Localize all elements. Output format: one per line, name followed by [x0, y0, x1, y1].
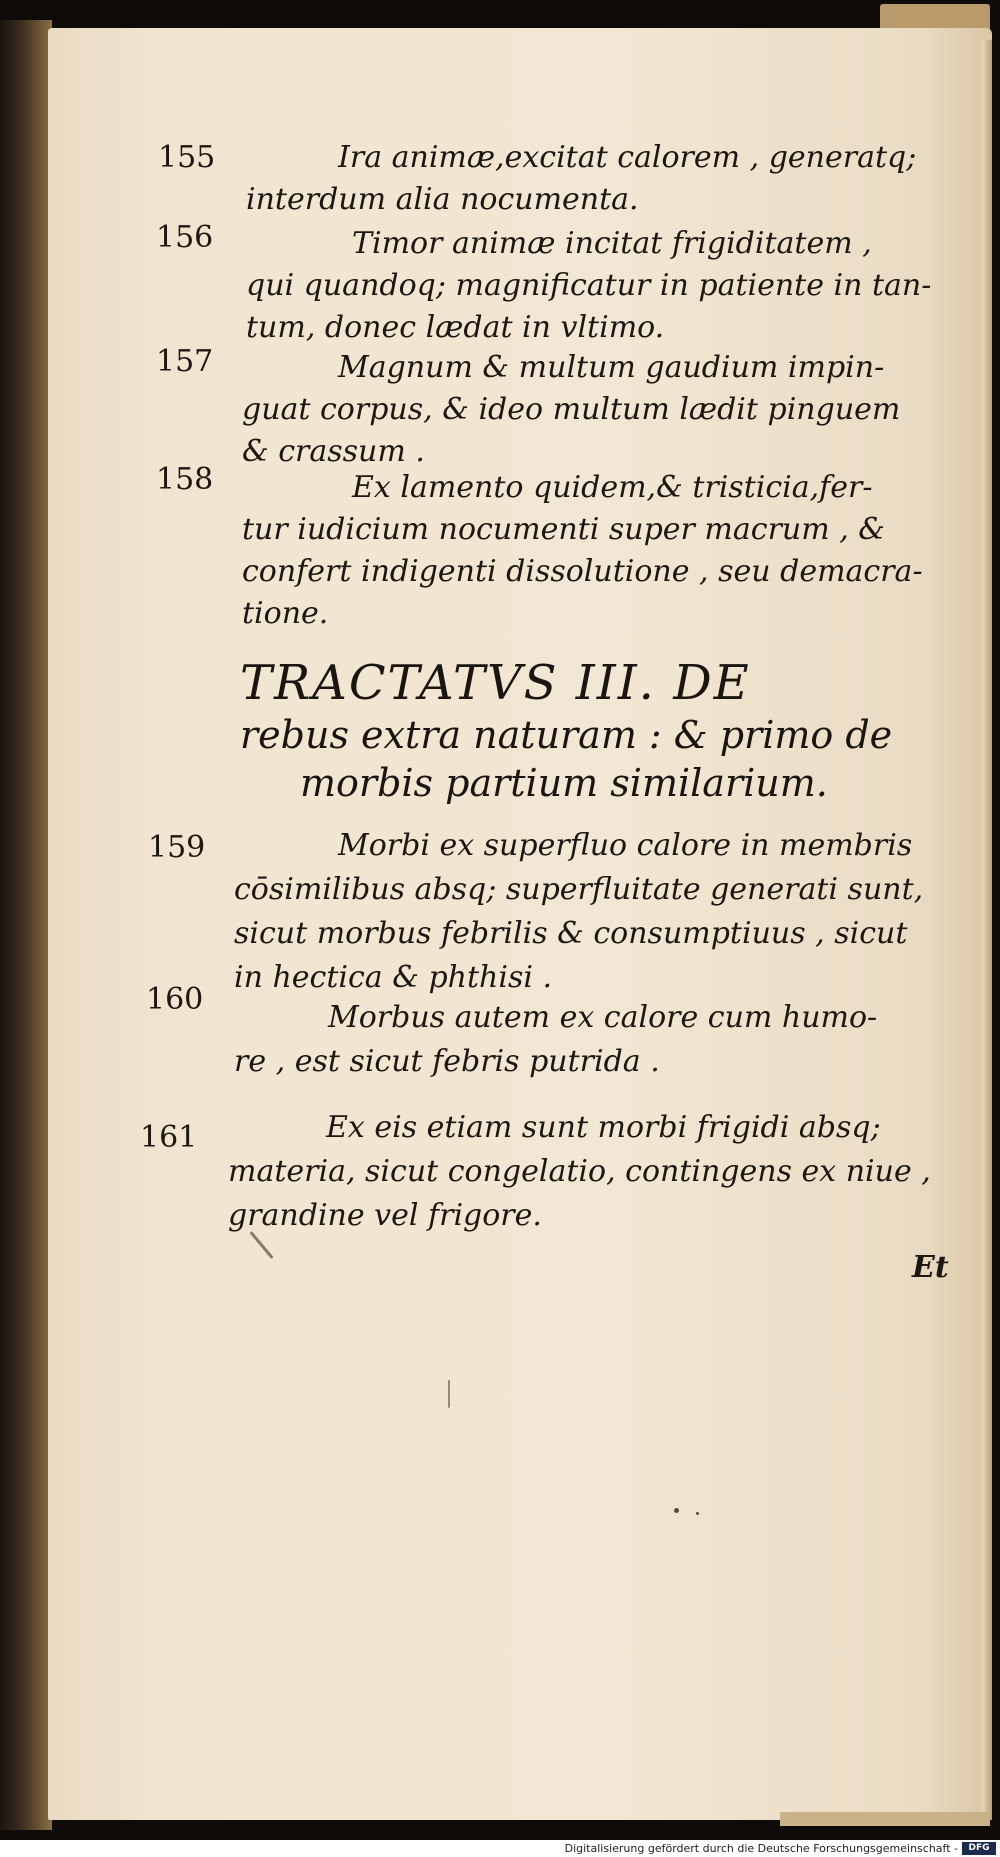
paragraph-line: guat corpus, & ideo multum lædit pinguem [242, 392, 901, 427]
paragraph-line: confert indigenti dissolutione , seu demacra- [242, 554, 923, 589]
tractatus-heading-line-3: morbis partium similarium. [300, 761, 828, 805]
paragraph-number: 160 [146, 982, 204, 1017]
paragraph-line: in hectica & phthisi . [234, 960, 553, 995]
paragraph-line: & crassum . [242, 434, 425, 469]
paragraph-line: tione. [242, 596, 329, 631]
paragraph-line: Morbi ex superfluo calore in membris [338, 828, 913, 863]
page-right-edge [982, 40, 992, 1820]
book-page [48, 28, 992, 1820]
paragraph-line: grandine vel frigore. [228, 1198, 542, 1233]
paragraph-number: 159 [148, 830, 206, 865]
paragraph-line: interdum alia nocumenta. [246, 182, 639, 217]
tractatus-heading-line-2: rebus extra naturam : & primo de [240, 713, 893, 757]
paragraph-line: Ex eis etiam sunt morbi frigidi absq; [326, 1110, 881, 1145]
catchword: Et [912, 1250, 949, 1285]
paragraph-number: 156 [156, 220, 214, 255]
bottom-binding-strip [780, 1812, 990, 1826]
paragraph-line: materia, sicut congelatio, contingens ex niue , [228, 1154, 931, 1189]
paragraph-number: 161 [140, 1120, 198, 1155]
paragraph-line: qui quandoq; magnificatur in patiente in tan- [246, 268, 932, 303]
paragraph-line: Timor animæ incitat frigiditatem , [352, 226, 872, 261]
paper-speck [696, 1512, 699, 1515]
paragraph-number: 158 [156, 462, 214, 497]
paragraph-number: 157 [156, 344, 214, 379]
book-spine-edge [0, 20, 52, 1830]
paragraph-line: tur iudicium nocumenti super macrum , & [242, 512, 885, 547]
tractatus-heading-line-1: TRACTATVS III. DE [240, 655, 751, 711]
paper-speck [674, 1508, 679, 1513]
paragraph-line: Ira animæ,excitat calorem , generatq; [338, 140, 917, 175]
paragraph-line: tum, donec lædat in vltimo. [246, 310, 665, 345]
paragraph-number: 155 [158, 140, 216, 175]
paragraph-line: sicut morbus febrilis & consumptiuus , sicut [234, 916, 908, 951]
paragraph-line: Ex lamento quidem,& tristicia,fer- [352, 470, 873, 505]
paragraph-line: Magnum & multum gaudium impin- [338, 350, 885, 385]
paragraph-line: cōsimilibus absq; superfluitate generati sunt, [234, 872, 924, 907]
paragraph-line: re , est sicut febris putrida . [234, 1044, 660, 1079]
dfg-logo: DFG [962, 1842, 996, 1855]
paper-speck [448, 1380, 450, 1408]
funding-credit-text: Digitalisierung gefördert durch die Deutsche Forschungsgemeinschaft - [564, 1842, 958, 1855]
paragraph-line: Morbus autem ex calore cum humo- [328, 1000, 878, 1035]
